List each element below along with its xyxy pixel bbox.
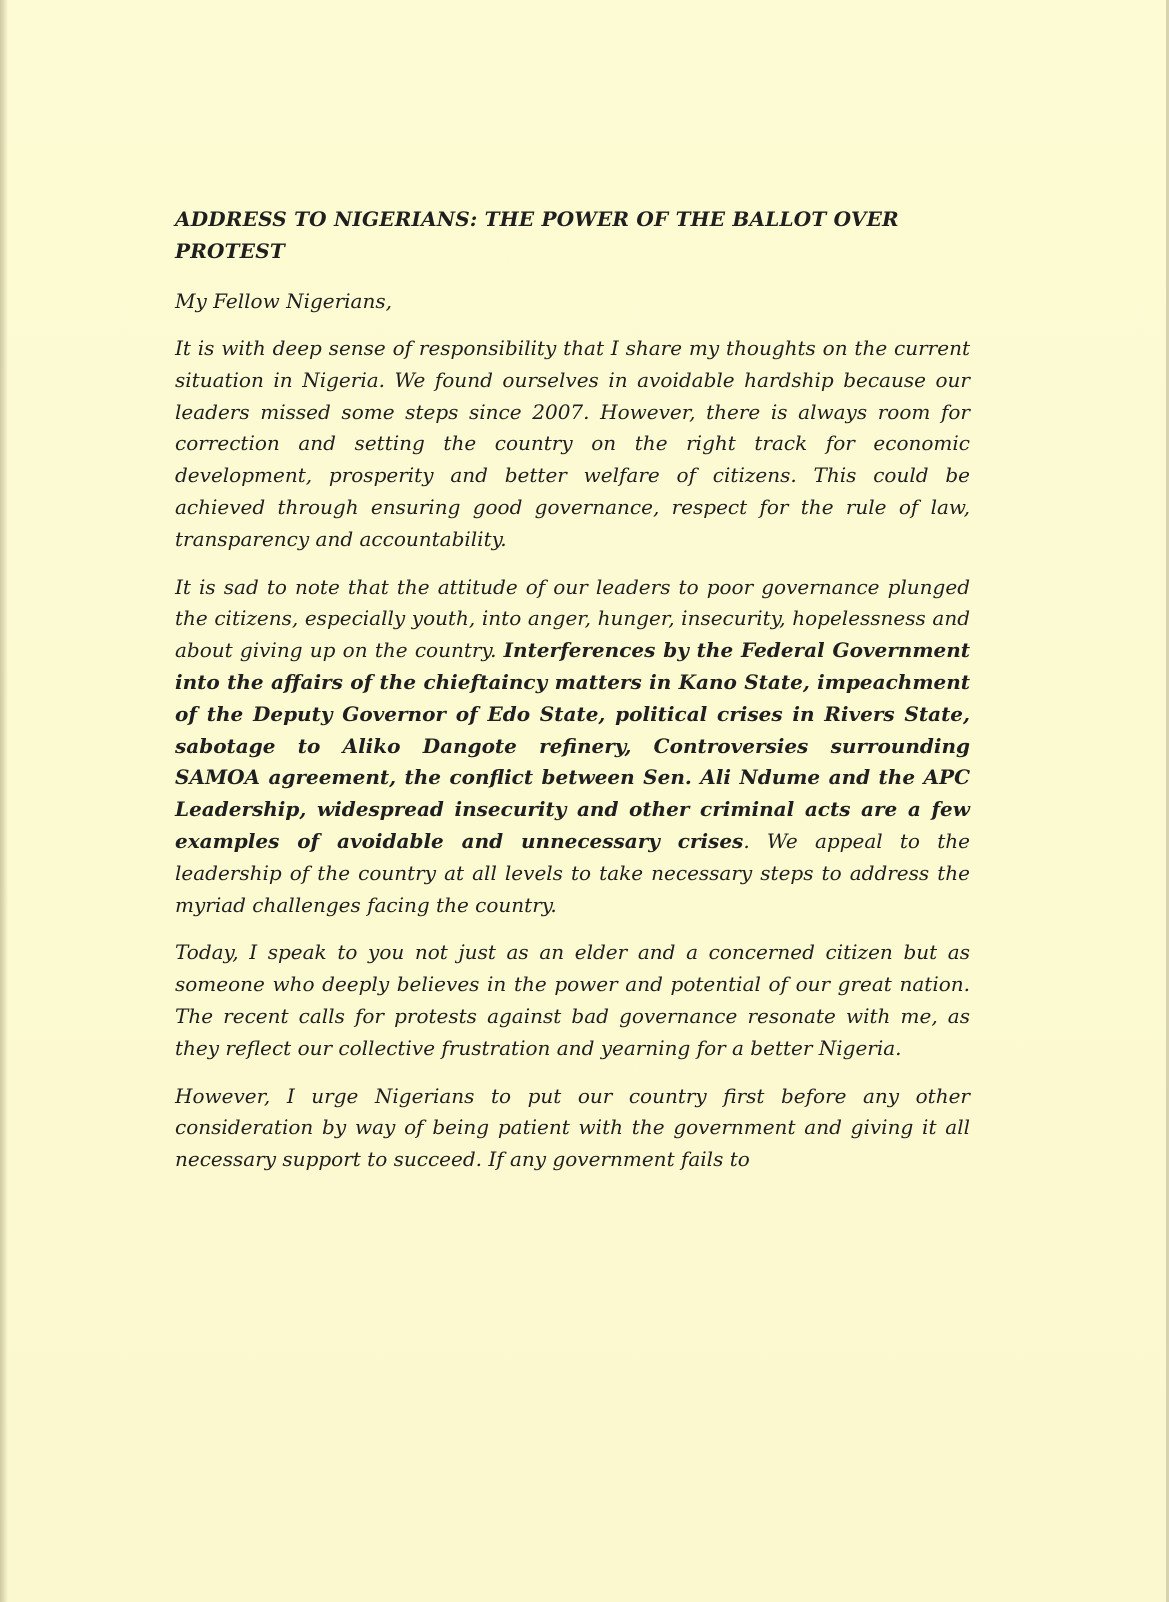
- paragraph-4: However, I urge Nigerians to put our country first before any other consideration by way of being patient with the government and giving it all necessary support to succeed. If any government fails to: [175, 1083, 970, 1172]
- paragraph-3: Today, I speak to you not just as an elder and a concerned citizen but as someone who deeply believes in the power and potential of our great nation. The recent calls for protests against bad governance resonate with me, as they reflect our collective frustration and yearning for a better Nigeria.: [175, 940, 970, 1060]
- paragraph-2-bold-list: Interferences by the Federal Government into the affairs of the chieftaincy matters in Kano State, impeachment of the Deputy Governor of Edo State, political crises in Rivers State, sabotage to Aliko Dangote refinery, Controversies surrounding SAMOA agreement, the conflict between Sen. Ali Ndume and the APC Leadership, widespread insecurity and other criminal acts are a few examples of avoidable and unnecessary crises: [175, 638, 970, 853]
- letter-body: [175, 203, 970, 1192]
- paragraph-1: It is with deep sense of responsibility that I share my thoughts on the current situation in Nigeria. We found ourselves in avoidable hardship because our leaders missed some steps since 2007. However, there is always room for correction and setting the country on the right track for economic development, prosperity and better welfare of citizens. This could be achieved through ensuring good governance, respect for the rule of law, transparency and accountability.: [175, 336, 970, 551]
- paragraph-2-tail: . We appeal to the leadership of the country at all levels to take necessary steps to address the myriad challenges facing the country.: [175, 828, 970, 917]
- paragraph-2-lead: It is sad to note that the attitude of our leaders to poor governance plunged the citizens, especially youth, into anger, hunger, insecurity, hopelessness and about giving up on the country.: [175, 574, 970, 663]
- page-left-edge-shadow: [0, 0, 8, 1602]
- document-title: ADDRESS TO NIGERIANS: THE POWER OF THE BALLOT OVER PROTEST: [175, 207, 899, 263]
- paragraph-2: [175, 572, 970, 922]
- salutation: My Fellow Nigerians,: [175, 289, 392, 313]
